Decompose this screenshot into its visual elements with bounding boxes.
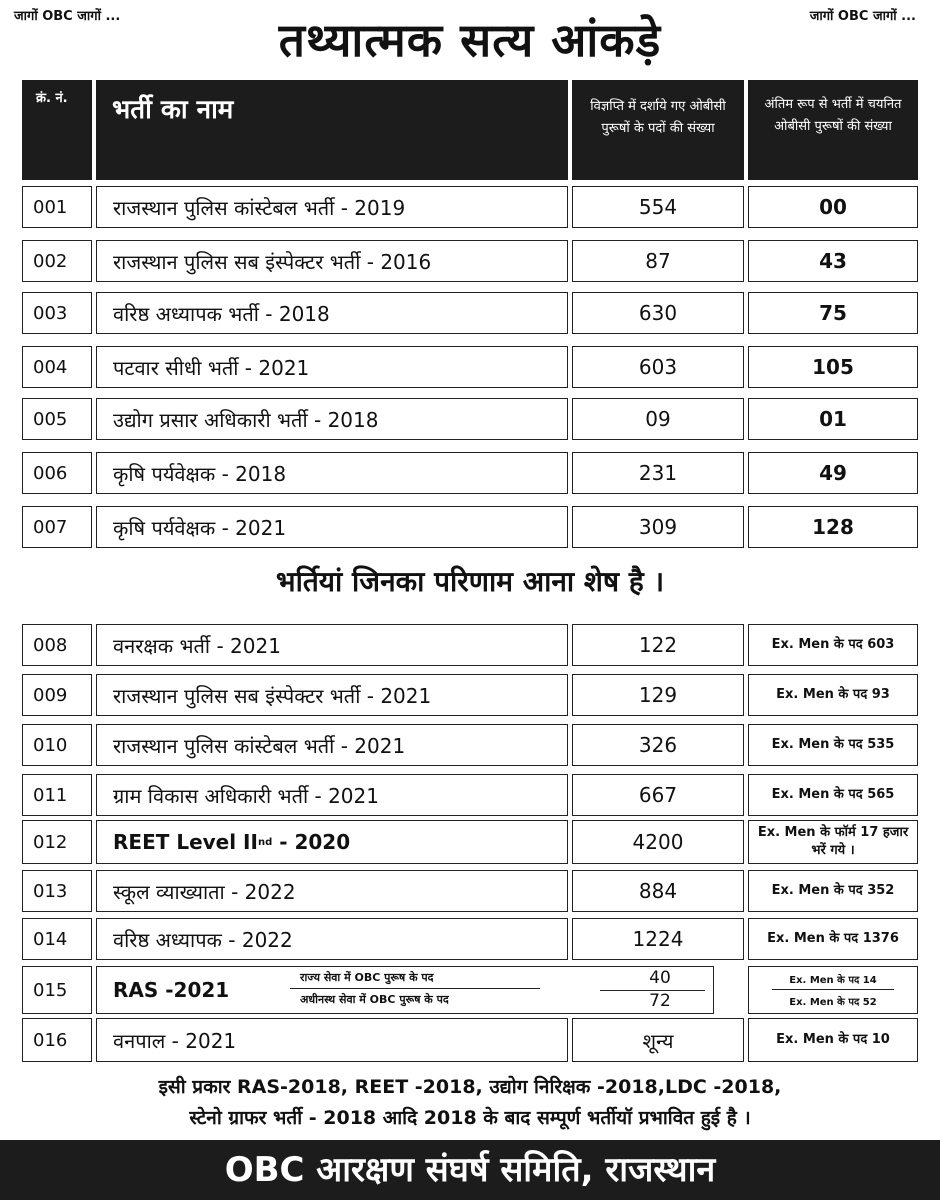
row-final: Ex. Men के फॉर्म 17 हजार भरें गये । — [748, 820, 918, 864]
row-name: वनरक्षक भर्ती - 2021 — [96, 624, 568, 666]
row-name: राजस्थान पुलिस कांस्टेबल भर्ती - 2021 — [96, 724, 568, 766]
row-name-suffix: - 2020 — [272, 830, 351, 854]
header-final: अंतिम रूप से भर्ती में चयनित ओबीसी पुरूषों की संख्या — [748, 80, 918, 180]
row-name: राजस्थान पुलिस सब इंस्पेक्टर भर्ती - 2021 — [96, 674, 568, 716]
row-name: राजस्थान पुलिस कांस्टेबल भर्ती - 2019 — [96, 186, 568, 228]
page-title: तथ्यात्मक सत्य आंकड़े — [278, 13, 662, 67]
row-final: 01 — [748, 398, 918, 440]
ras-ex-state: Ex. Men के पद 14 — [789, 975, 877, 986]
row-count: 630 — [572, 292, 744, 334]
pending-results-heading: भर्तियां जिनका परिणाम आना शेष है । — [275, 565, 665, 598]
row-count: 884 — [572, 870, 744, 912]
row-count: 231 — [572, 452, 744, 494]
row-count: 09 — [572, 398, 744, 440]
row-count: 122 — [572, 624, 744, 666]
row-name: वरिष्ठ अध्यापक भर्ती - 2018 — [96, 292, 568, 334]
header-name: भर्ती का नाम — [96, 80, 568, 180]
corner-tag-right: जागों OBC जागों ... — [809, 9, 916, 24]
row-count: 667 — [572, 774, 744, 816]
ras-sub-subordinate: अधीनस्थ सेवा में OBC पुरूष के पद — [300, 993, 449, 1006]
row-count: 87 — [572, 240, 744, 282]
row-name: स्कूल व्याख्याता - 2022 — [96, 870, 568, 912]
row-num: 011 — [22, 774, 92, 816]
row-name: कृषि पर्यवेक्षक - 2018 — [96, 452, 568, 494]
footer-note-line2: स्टेनो ग्राफर भर्ती - 2018 आदि 2018 के बाद सम्पूर्ण भर्तीयॉ प्रभावित हुई है । — [189, 1107, 751, 1129]
ras-label: RAS -2021 — [113, 978, 230, 1002]
row-name: वरिष्ठ अध्यापक - 2022 — [96, 918, 568, 960]
row-num: 015 — [22, 966, 92, 1014]
row-final: Ex. Men के पद 10 — [748, 1018, 918, 1062]
row-name: उद्योग प्रसार अधिकारी भर्ती - 2018 — [96, 398, 568, 440]
row-name-text: REET Level II — [113, 830, 258, 854]
corner-tag-left: जागों OBC जागों ... — [14, 9, 121, 24]
row-final: Ex. Men के पद 352 — [748, 870, 918, 912]
ras-sub-state: राज्य सेवा में OBC पुरूष के पद — [300, 971, 434, 984]
row-num: 002 — [22, 240, 92, 282]
row-name — [96, 820, 568, 864]
ras-ex-divider — [772, 989, 894, 990]
row-count: 309 — [572, 506, 744, 548]
row-num: 010 — [22, 724, 92, 766]
row-num: 013 — [22, 870, 92, 912]
row-name: पटवार सीधी भर्ती - 2021 — [96, 346, 568, 388]
row-num: 016 — [22, 1018, 92, 1062]
row-final: Ex. Men के पद 603 — [748, 624, 918, 666]
row-final: 105 — [748, 346, 918, 388]
row-num: 005 — [22, 398, 92, 440]
row-count: 554 — [572, 186, 744, 228]
ras-ex-subordinate: Ex. Men के पद 52 — [789, 997, 877, 1008]
header-num: क्रं. नं. — [22, 80, 92, 180]
row-num: 012 — [22, 820, 92, 864]
ras-count-subordinate: 72 — [649, 991, 671, 1011]
row-count: शून्य — [572, 1018, 744, 1062]
row-name-sup: nd — [257, 836, 273, 848]
footer-note — [0, 1072, 940, 1134]
row-final: 128 — [748, 506, 918, 548]
row-num: 009 — [22, 674, 92, 716]
row-final: Ex. Men के पद 1376 — [748, 918, 918, 960]
row-count: 326 — [572, 724, 744, 766]
row-name: वनपाल - 2021 — [96, 1018, 568, 1062]
row-num: 003 — [22, 292, 92, 334]
row-name: ग्राम विकास अधिकारी भर्ती - 2021 — [96, 774, 568, 816]
row-num: 004 — [22, 346, 92, 388]
row-count: 4200 — [572, 820, 744, 864]
row-num: 007 — [22, 506, 92, 548]
row-final: 49 — [748, 452, 918, 494]
row-final: Ex. Men के पद 93 — [748, 674, 918, 716]
footer-organization: OBC आरक्षण संघर्ष समिति, राजस्थान — [0, 1140, 940, 1200]
ras-count-state: 40 — [649, 968, 671, 988]
row-count: 129 — [572, 674, 744, 716]
row-name: कृषि पर्यवेक्षक - 2021 — [96, 506, 568, 548]
row-num: 006 — [22, 452, 92, 494]
row-num: 008 — [22, 624, 92, 666]
row-final: 43 — [748, 240, 918, 282]
footer-note-line1: इसी प्रकार RAS-2018, REET -2018, उद्योग निरिक्षक -2018,LDC -2018, — [158, 1076, 782, 1098]
row-num: 014 — [22, 918, 92, 960]
row-count: 1224 — [572, 918, 744, 960]
ras-divider — [290, 988, 540, 989]
row-name: राजस्थान पुलिस सब इंस्पेक्टर भर्ती - 2016 — [96, 240, 568, 282]
row-final: 00 — [748, 186, 918, 228]
row-final: Ex. Men के पद 535 — [748, 724, 918, 766]
row-count: 603 — [572, 346, 744, 388]
row-final: 75 — [748, 292, 918, 334]
row-num: 001 — [22, 186, 92, 228]
header-count: विज्ञप्ति में दर्शाये गए ओबीसी पुरूषों के पदों की संख्या — [572, 80, 744, 180]
row-final: Ex. Men के पद 565 — [748, 774, 918, 816]
